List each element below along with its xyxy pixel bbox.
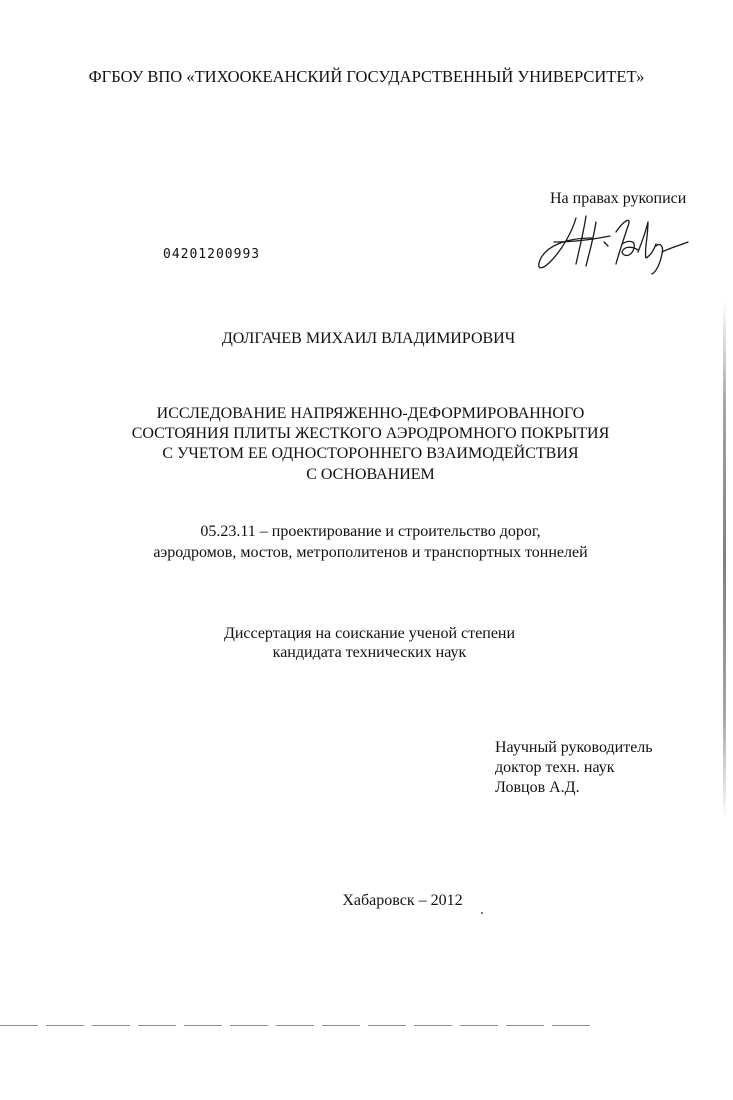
supervisor-line: Научный руководитель — [495, 739, 653, 756]
title-line: С ОСНОВАНИЕМ — [306, 466, 435, 483]
signature-icon — [532, 212, 702, 276]
specialty-line: аэродромов, мостов, метрополитенов и транспортных тоннелей — [153, 544, 588, 561]
catalog-number: 04201200993 — [163, 247, 261, 262]
manuscript-rights-note: На правах рукописи — [550, 190, 687, 207]
title-line: СОСТОЯНИЯ ПЛИТЫ ЖЕСТКОГО АЭРОДРОМНОГО ПОКРЫТИЯ — [131, 425, 610, 442]
specialty-line: 05.23.11 – проектирование и строительство дорог, — [200, 523, 541, 540]
degree-line: Диссертация на соискание ученой степени — [223, 625, 516, 642]
title-line: С УЧЕТОМ ЕЕ ОДНОСТОРОННЕГО ВЗАИМОДЕЙСТВИЯ — [162, 445, 579, 462]
supervisor-line: Ловцов А.Д. — [495, 779, 580, 796]
scan-speck — [481, 912, 483, 914]
degree-line: кандидата технических наук — [272, 644, 467, 661]
institution-name: ФГБОУ ВПО «ТИХООКЕАНСКИЙ ГОСУДАРСТВЕННЫЙ УНИВЕРСИТЕТ» — [88, 67, 645, 86]
title-line: ИССЛЕДОВАНИЕ НАПРЯЖЕННО-ДЕФОРМИРОВАННОГО — [156, 405, 585, 422]
author-name: ДОЛГАЧЕВ МИХАИЛ ВЛАДИМИРОВИЧ — [221, 330, 516, 347]
supervisor-line: доктор техн. наук — [495, 759, 615, 776]
city-year: Хабаровск – 2012 — [342, 892, 463, 909]
scan-edge-right — [723, 300, 726, 820]
scan-edge-bottom — [0, 1025, 590, 1026]
